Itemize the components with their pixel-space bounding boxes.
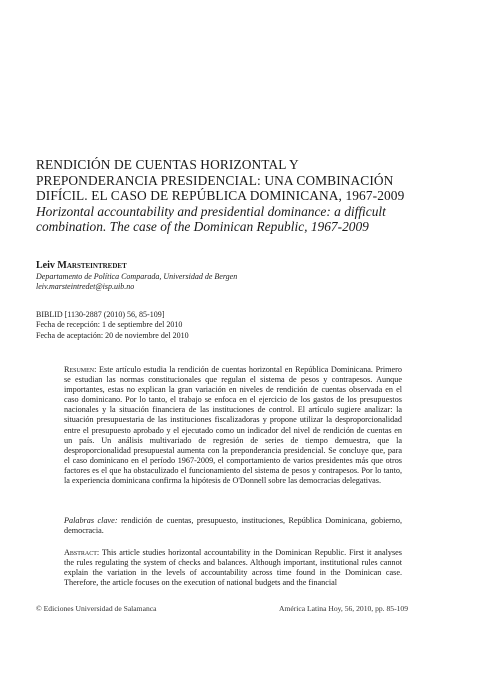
abstract-en-label: Abstract: [64, 548, 100, 557]
keywords-text: rendición de cuentas, presupuesto, instituciones, República Dominicana, gobierno, democracia. [64, 516, 402, 536]
acceptance-date: Fecha de aceptación: 20 de noviembre del 2010 [36, 330, 189, 340]
biblid-line: BIBLID [1130-2887 (2010) 56, 85-109] [36, 310, 165, 319]
author-block [36, 260, 416, 292]
keywords [64, 516, 402, 536]
biblio-block [36, 310, 416, 341]
subtitle-line-1: Horizontal accountability and presidential dominance: a difficult [36, 203, 386, 219]
abstract-en-text: This article studies horizontal accountability in the Dominican Republic. First it analyses the rules regulating the system of checks and balances. Although important, institutional rules cannot explain the variation in the levels of accountability across time found in the Dominican case. Therefore, the article focuses on the execution of national budgets and the financial [64, 548, 402, 588]
keywords-label: Palabras clave: [64, 516, 118, 525]
abstract-english [64, 548, 402, 588]
abstract-spanish [64, 365, 402, 486]
subtitle-line-2: combination. The case of the Dominican Republic, 1967-2009 [36, 219, 369, 235]
author-first-name: Leiv [36, 260, 55, 271]
author-email[interactable]: leiv.marsteintredet@isp.uib.no [36, 282, 135, 291]
author-name [36, 260, 416, 272]
footer-journal: América Latina Hoy, 56, 2010, pp. 85-109 [279, 604, 408, 613]
title-line-3: DIFÍCIL. EL CASO DE REPÚBLICA DOMINICANA, 1967-2009 [36, 188, 405, 204]
title-line-2: PREPONDERANCIA PRESIDENCIAL: UNA COMBINACIÓN [36, 172, 394, 188]
author-email-line [36, 282, 416, 292]
abstract-es-text: Este artículo estudia la rendición de cuentas horizontal en República Dominicana. Primero se estudian las normas constitucionales que regulan el sistema de pesos y contrapesos. Aunque importantes, estas no explican la gran variación en niveles de rendición de cuentas observada en el caso dominicano. Por lo tanto, el trabajo se enfoca en el ejercicio de los gastos de los presupuestos nacionales y la situación financiera de las instituciones de control. El artículo sugiere analizar: la situación presupuestaria de las instituciones fiscalizadoras y propone utilizar la desproporcionalidad entre el presupuesto aprobado y el ejecutado como un indicador del nivel de rendición de cuentas en un país. Un análisis multivariado de regresión de series de tiempo demuestra, que la desproporcionalidad presupuestal aumenta con la preponderancia presidencial. Se concluye que, para el caso dominicano en el período 1967-2009, el comportamiento de varios presidentes más que otros factores es el que ha obstaculizado el funcionamiento del sistema de pesos y contrapesos. Por lo tanto, la experiencia dominicana confirma la hipótesis de O'Donnell sobre las democracias delegativas. [64, 365, 402, 486]
author-affiliation: Departamento de Política Comparada, Universidad de Bergen [36, 272, 238, 281]
reception-date: Fecha de recepción: 1 de septiembre del 2010 [36, 320, 183, 330]
abstract-es-label: Resumen: [64, 365, 97, 374]
footer-publisher: © Ediciones Universidad de Salamanca [36, 604, 157, 613]
author-last-name: Marsteintredet [57, 260, 127, 271]
article-title [36, 157, 436, 235]
title-line-1: RENDICIÓN DE CUENTAS HORIZONTAL Y [36, 157, 299, 172]
